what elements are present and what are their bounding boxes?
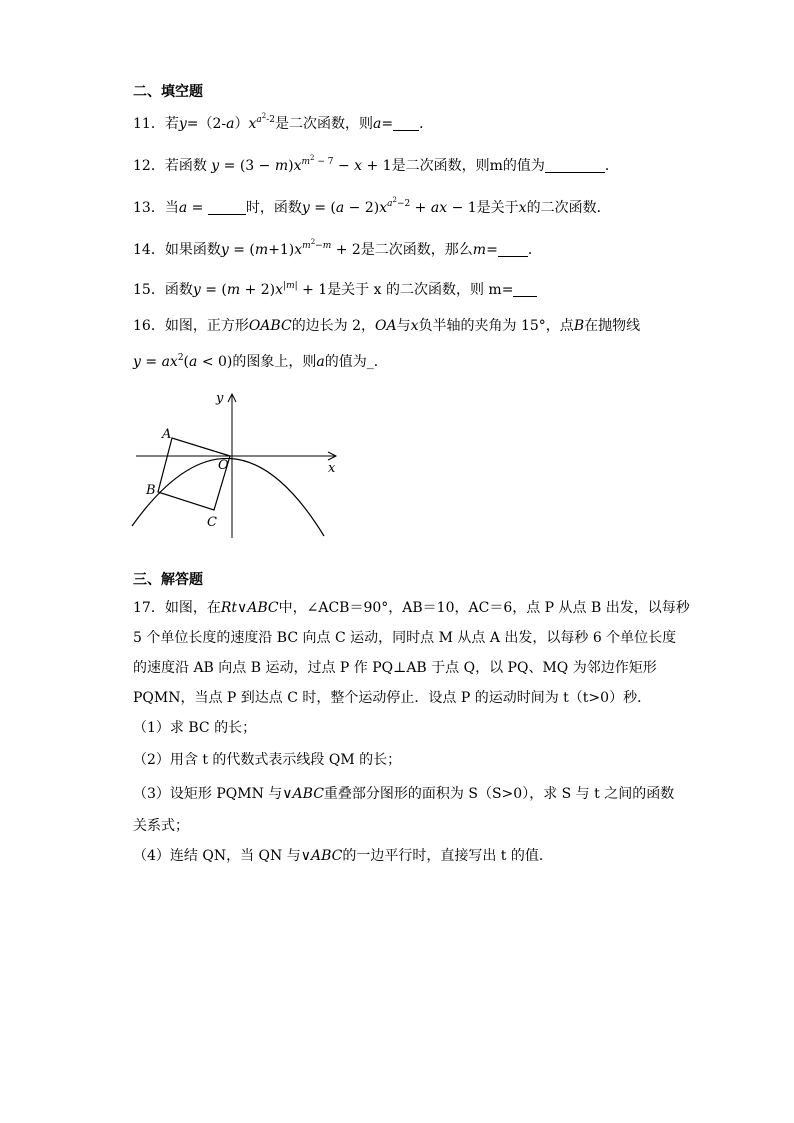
question-17-line-1 [133, 598, 690, 618]
q14-var: m [254, 242, 269, 258]
q11-text: ． [419, 116, 434, 132]
q13-exponent: −2 [396, 199, 411, 209]
q11-exponent: -2 [266, 115, 276, 125]
q13-text: 13．当 [133, 200, 179, 216]
q11-text: 是二次函数，则 [275, 116, 374, 132]
q12-text: + 1是二次函数，则m的值为 [362, 158, 545, 174]
q11-text: ） [234, 116, 249, 132]
q16-text: 的边长为 2， [291, 318, 376, 334]
q17-var: ABC [247, 600, 279, 616]
q12-text: = (3 − [219, 158, 275, 174]
q16-var: y [133, 354, 141, 370]
q14-exponent: 2 [310, 238, 316, 246]
q13-text: = [187, 200, 208, 216]
q11-var: a [226, 116, 235, 132]
q13-text: − 1是关于 [447, 200, 519, 216]
point-a-label: A [162, 427, 172, 442]
question-12 [133, 156, 619, 176]
question-15 [133, 280, 537, 300]
q12-text: − [333, 158, 355, 174]
square-oabc [158, 438, 230, 510]
q16-var: x [410, 318, 419, 334]
q16-text: 负半轴的夹角为 15°，点 [418, 318, 574, 334]
q17-text: 17．如图，在 [133, 600, 221, 616]
q12-var: x [354, 158, 363, 174]
q14-var: m [472, 242, 487, 258]
q15-var: x [275, 282, 284, 298]
q16-exponent: 2 [177, 353, 184, 363]
q11-var: x [248, 116, 257, 132]
q12-exponent: m [301, 157, 311, 167]
answer-blank[interactable] [208, 200, 246, 215]
q17-symbol: ∨ [282, 786, 293, 802]
q17-text: 中，∠ACB＝90°，AB＝10，AC＝6，点 P 从点 B 出发，以每秒 [278, 600, 690, 616]
answer-blank[interactable] [513, 282, 537, 297]
q16-text: = [140, 354, 162, 370]
question-17-sub-4 [133, 846, 553, 866]
q16-text: 与 [396, 318, 411, 334]
q13-text: = ( [309, 200, 336, 216]
q16-text: < 0) [197, 354, 233, 370]
q13-var: x [518, 200, 527, 216]
question-17-sub-3 [133, 784, 674, 804]
q17-var: ABC [292, 786, 324, 802]
q13-text: + [410, 200, 431, 216]
q11-var: y [178, 116, 187, 132]
q16-var: a [316, 354, 325, 370]
q12-var: m [274, 158, 289, 174]
q17-text: 重叠部分图形的面积为 S（S>0），求 S 与 t 之间的函数 [323, 786, 675, 802]
q16-var: OABC [248, 318, 292, 334]
q14-exponent: m [302, 241, 311, 251]
question-11 [133, 114, 433, 134]
answer-blank[interactable] [393, 116, 419, 131]
q15-var: m [226, 282, 241, 298]
answer-blank: _ [366, 354, 374, 370]
q16-var: a [189, 354, 198, 370]
q11-prefix: 11．若 [133, 116, 179, 132]
question-17-line-2: 5 个单位长度的速度沿 BC 向点 C 运动，同时点 M 从点 A 出发，以每秒 6 个单位长度 [133, 630, 677, 646]
point-c-label: C [207, 515, 217, 530]
q11-exponent: a [256, 115, 262, 125]
q11-text: = [381, 116, 394, 132]
q13-var: a [335, 200, 345, 216]
q12-var: y [211, 158, 220, 174]
q13-var: x [379, 200, 388, 216]
question-17-sub-3-cont: 关系式； [133, 818, 189, 834]
q14-exponent: − [315, 241, 323, 251]
q17-var: Rt [220, 600, 237, 616]
answer-blank[interactable] [545, 158, 605, 173]
q17-text: （3）设矩形 PQMN 与 [133, 786, 283, 802]
q12-text: 12．若函数 [133, 158, 212, 174]
question-14 [133, 240, 542, 260]
q14-var: y [220, 242, 229, 258]
question-16-line-1 [133, 316, 640, 336]
section-heading-solutions: 三、解答题 [133, 572, 203, 588]
section-heading-fill-in-blank: 二、填空题 [133, 84, 203, 100]
q13-var: a [178, 200, 188, 216]
question-17-line-3: 的速度沿 AB 向点 B 运动，过点 P 作 PQ⊥AB 于点 Q，以 PQ、MQ 为邻边作矩形 [133, 660, 657, 676]
answer-blank[interactable] [498, 242, 528, 257]
q15-var: y [192, 282, 201, 298]
q14-text: = [486, 242, 498, 258]
q15-text: 15．函数 [133, 282, 193, 298]
q11-exponent: 2 [261, 112, 267, 120]
question-17-sub-2: （2）用含 t 的代数式表示线段 QM 的长； [133, 752, 402, 768]
q16-text: ( [183, 354, 190, 370]
q14-text: 14．如果函数 [133, 242, 221, 258]
q13-text: 的二次函数． [526, 200, 611, 216]
q13-exponent: a [387, 199, 393, 209]
y-axis-label: y [216, 391, 224, 406]
q17-symbol: ∨ [237, 600, 248, 616]
q12-exponent: − 7 [314, 157, 334, 167]
q15-text: + 2) [240, 282, 276, 298]
q11-text: =（2- [186, 116, 227, 132]
point-b-label: B [146, 483, 156, 498]
q16-var: ax [161, 354, 178, 370]
q14-text: = ( [228, 242, 255, 258]
q13-exponent: 2 [392, 196, 397, 204]
question-13 [133, 198, 611, 218]
q15-text: = ( [200, 282, 227, 298]
q13-text: − 2) [344, 200, 380, 216]
q16-text: 16．如图，正方形 [133, 318, 249, 334]
q11-var: a [373, 116, 382, 132]
q16-var: B [573, 318, 585, 334]
q14-text: + 2是二次函数，那么 [331, 242, 473, 258]
q12-text: ． [604, 158, 619, 174]
q17-text: （4）连结 QN，当 QN 与 [133, 848, 301, 864]
q17-symbol: ∨ [300, 848, 311, 864]
q14-text: +1) [268, 242, 295, 258]
q14-text: ． [527, 242, 542, 258]
x-axis-label: x [328, 461, 336, 476]
q14-exponent: m [322, 241, 332, 251]
q13-text: 时，函数 [245, 200, 302, 216]
q16-text: 的值为 [324, 354, 367, 370]
question-16-line-2 [133, 352, 388, 372]
q12-text: ) [288, 158, 294, 174]
q17-var: ABC [310, 848, 343, 864]
q16-text: 在抛物线 [584, 318, 641, 334]
q16-var: OA [375, 318, 397, 334]
q13-var: ax [430, 200, 448, 216]
q15-text: + 1是关于 x 的二次函数，则 m= [297, 282, 514, 298]
q15-exponent: |m| [283, 281, 298, 291]
point-o-label: O [218, 458, 229, 473]
q16-text: ． [373, 354, 388, 370]
q12-var: x [293, 158, 302, 174]
question-17-line-4: PQMN，当点 P 到达点 C 时，整个运动停止．设点 P 的运动时间为 t（t>0）秒． [133, 690, 652, 706]
q13-var: y [301, 200, 310, 216]
q16-text: 的图象上，则 [232, 354, 317, 370]
q14-var: x [294, 242, 303, 258]
q17-text: 的一边平行时，直接写出 t 的值． [342, 848, 553, 864]
parabola-square-figure [128, 388, 348, 540]
q12-exponent: 2 [310, 154, 315, 162]
question-17-sub-1: （1）求 BC 的长； [133, 720, 257, 736]
